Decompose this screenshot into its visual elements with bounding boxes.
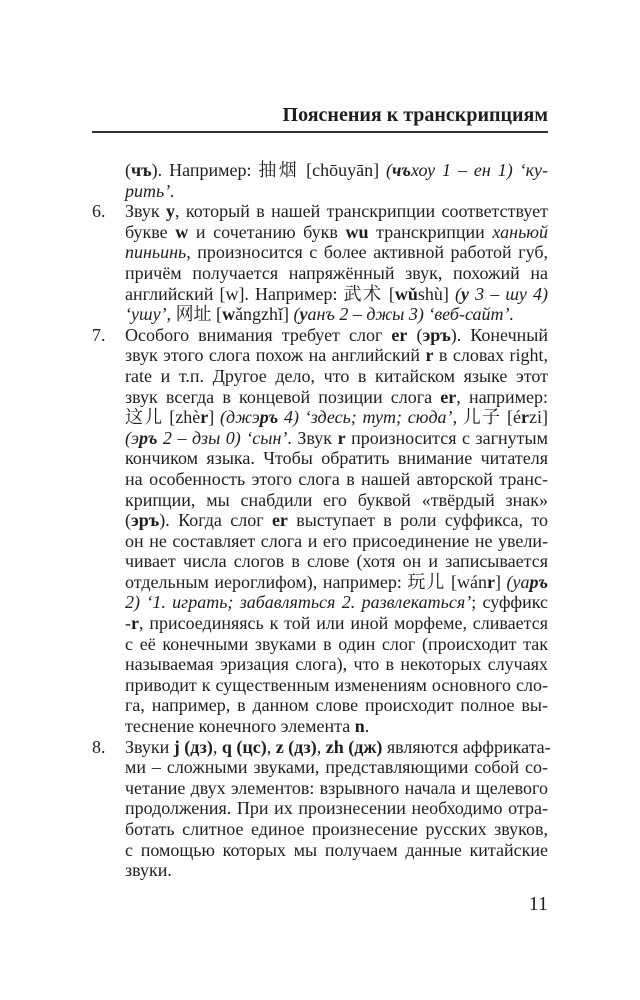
- text-line: [125, 160, 548, 181]
- list-number: 6.: [92, 201, 106, 222]
- bold-text: r: [337, 427, 346, 448]
- text: и сочетанию букв: [188, 221, 346, 242]
- bold-text: er: [391, 324, 408, 345]
- text: zi]: [529, 407, 549, 428]
- text: (: [407, 324, 423, 345]
- text-line: [125, 778, 548, 799]
- text-line: [125, 757, 548, 778]
- italic-text: хоу 1 – ен 1) ‘ку-: [410, 160, 549, 180]
- text: , например:: [456, 386, 548, 407]
- italic-text: пиньинь,: [125, 242, 191, 263]
- bold-text: r: [425, 345, 434, 366]
- italic-text: ‘ушу’,: [125, 304, 172, 325]
- text: , который в нашей транскрипции соответствует: [175, 201, 548, 222]
- bold-text: чъ: [392, 160, 411, 180]
- bold-text: r: [131, 613, 139, 634]
- bold-text: w: [175, 221, 189, 242]
- bold-text: чъ: [131, 160, 152, 180]
- text: ]: [208, 407, 220, 428]
- text: английский [w]. Например: 武术 [: [125, 283, 395, 304]
- text-line: [125, 325, 548, 346]
- text: теснение конечного элемента: [125, 716, 355, 737]
- italic-text: (э: [125, 427, 139, 448]
- header-rule: [92, 131, 548, 133]
- text: ; суффикс: [471, 592, 548, 613]
- italic-text: (: [386, 160, 393, 180]
- bold-text: q (цс): [221, 736, 267, 757]
- text-line: [125, 592, 548, 613]
- text: произносится с более активной работой губ,: [190, 242, 548, 263]
- list-item: [92, 160, 548, 201]
- text: звуки.: [125, 860, 172, 881]
- text-line: [125, 654, 548, 675]
- text-line: [125, 613, 548, 634]
- text-line: [125, 448, 548, 469]
- text: звук всегда в концевой позиции слога: [125, 386, 441, 407]
- bold-text: r: [521, 407, 530, 428]
- text-line: [125, 263, 548, 284]
- bold-text: w: [222, 304, 236, 325]
- text-line: [125, 695, 548, 716]
- text: rate и т.п. Другое дело, что в китайском языке этот: [125, 365, 548, 386]
- italic-text: 4) ‘здесь; тут; сюда’: [278, 407, 453, 428]
- text: -: [125, 613, 131, 634]
- text: продолжения. При их произнесении необходимо отра-: [125, 798, 548, 819]
- bold-text: j (дз): [173, 736, 213, 757]
- page-body: [92, 160, 551, 881]
- text-line: [125, 634, 548, 655]
- text: ми – сложными звуками, представляющими собой со-: [125, 757, 548, 778]
- italic-text: 2) ‘1. играть; забавляться 2. развлекаться’: [125, 592, 472, 613]
- bold-text: эръ: [422, 324, 451, 345]
- list-number: 8.: [92, 736, 106, 757]
- text-line: [125, 798, 548, 819]
- text-line: [125, 387, 548, 408]
- italic-text: (джэ: [219, 407, 260, 428]
- text-line: [125, 572, 548, 593]
- text: на особенность этого слога в нашей авторской транс-: [125, 468, 548, 489]
- list-item: [92, 325, 548, 737]
- bold-text: r: [487, 571, 495, 592]
- page-number: 11: [528, 893, 548, 915]
- text: произносится с загнутым: [345, 427, 548, 448]
- text: shù]: [417, 283, 455, 304]
- bold-text: y: [166, 201, 176, 222]
- text-line: [125, 490, 548, 511]
- bold-text: эръ: [131, 510, 160, 531]
- list-item: [92, 736, 551, 881]
- bold-text: er: [271, 510, 288, 531]
- list-number: 7.: [92, 324, 106, 345]
- text-line: [125, 860, 548, 881]
- bold-text: ръ: [138, 427, 158, 448]
- text: являются аффриката-: [382, 736, 551, 757]
- text-line: [125, 531, 548, 552]
- text-line: [125, 284, 548, 305]
- text: приводит к существенным изменениям основного сло-: [125, 674, 548, 695]
- text: называемая эризация слога), что в некоторых случаях: [125, 654, 548, 675]
- text: . Звук: [287, 427, 338, 448]
- text-line: [125, 736, 551, 758]
- italic-text: (: [293, 304, 300, 325]
- text: ). Например: 抽烟 [chōuyān]: [151, 160, 387, 180]
- text: ]: [495, 571, 507, 592]
- list-item: [92, 201, 548, 325]
- bold-text: у: [299, 304, 308, 325]
- text-line: [125, 510, 548, 531]
- italic-text: 3 – шу 4): [469, 283, 549, 304]
- bold-text: r: [200, 407, 209, 428]
- text: кончиком языка. Чтобы обратить внимание читателя: [125, 448, 548, 469]
- text-line: [125, 428, 548, 449]
- bold-text: ръ: [529, 571, 548, 592]
- text-line: [125, 675, 548, 696]
- text: Звуки: [125, 736, 174, 757]
- bold-text: ръ: [259, 407, 279, 428]
- bold-text: n: [354, 716, 365, 737]
- text-line: [125, 840, 548, 861]
- text-line: [125, 407, 548, 428]
- text: с её конечными звуками в один слог (происходит так: [125, 633, 548, 654]
- bold-text: zh (дж): [325, 736, 383, 757]
- italic-text: 2 – дзы 0) ‘сын’: [157, 427, 288, 448]
- bold-text: z (дз): [275, 736, 317, 757]
- text-line: [125, 181, 548, 202]
- italic-text: ханьюй: [492, 221, 548, 242]
- text: ). Конечный: [450, 324, 548, 345]
- bold-text: wǔ: [394, 283, 418, 304]
- text: отдельным иероглифом), например: 玩儿 [wán: [125, 571, 487, 592]
- text: га, например, в данном слове происходит полное вы-: [125, 695, 548, 716]
- text-line: [125, 469, 548, 490]
- running-header: Пояснения к транскрипциям: [282, 104, 548, 126]
- text-line: [125, 242, 548, 263]
- text: 网址 [: [171, 304, 223, 325]
- text: .: [364, 716, 370, 737]
- text: Звук: [125, 201, 167, 222]
- text-line: [125, 201, 548, 222]
- text-line: [125, 819, 548, 840]
- text: выступает в роли суффикса, то: [287, 510, 548, 531]
- text: Особого внимания требует слог: [125, 324, 392, 345]
- text: транскрипции: [368, 221, 493, 242]
- text: с помощью которых мы получаем данные китайские: [125, 839, 548, 860]
- text: 这儿 [zhè: [125, 407, 201, 428]
- text: ǎngzhǐ]: [235, 304, 294, 325]
- text: , 儿子 [é: [452, 407, 522, 428]
- bold-text: er: [440, 386, 457, 407]
- italic-text: рить’.: [125, 180, 175, 201]
- text: (: [125, 160, 131, 180]
- text: в словах right,: [433, 345, 549, 366]
- text: причём получается напряжённый звук, похожий на: [125, 262, 548, 283]
- text-line: [125, 716, 548, 737]
- text: , присоединяясь к той или иной морфеме, сливается: [139, 613, 548, 634]
- text-line: [125, 551, 548, 572]
- text: (: [125, 510, 131, 531]
- text: звук этого слога похож на английский: [125, 345, 426, 366]
- bold-text: у: [461, 283, 469, 304]
- italic-text: (: [455, 283, 461, 304]
- text: ,: [212, 736, 222, 757]
- text: крипции, мы снабдили его буквой «твёрдый знак»: [125, 489, 548, 510]
- text: ,: [316, 736, 326, 757]
- text: четание двух элементов: взрывного начала и щелевого: [125, 777, 548, 798]
- italic-text: (уа: [506, 571, 530, 592]
- text-line: [125, 222, 548, 243]
- italic-text: анъ 2 – джы 3) ‘веб-сайт’.: [307, 304, 514, 325]
- text: букве: [125, 221, 176, 242]
- text: чивает числа слогов в слове (хотя он и записывается: [125, 551, 548, 572]
- text-line: [125, 304, 548, 325]
- text: ботать слитное единое произнесение русских звуков,: [125, 819, 548, 839]
- bold-text: wu: [345, 221, 369, 242]
- text: ). Когда слог: [159, 510, 272, 531]
- text-line: [125, 366, 548, 387]
- text-line: [125, 345, 548, 366]
- text: ,: [266, 736, 276, 757]
- text: он не составляет слога и его присоединение не увели-: [125, 530, 548, 551]
